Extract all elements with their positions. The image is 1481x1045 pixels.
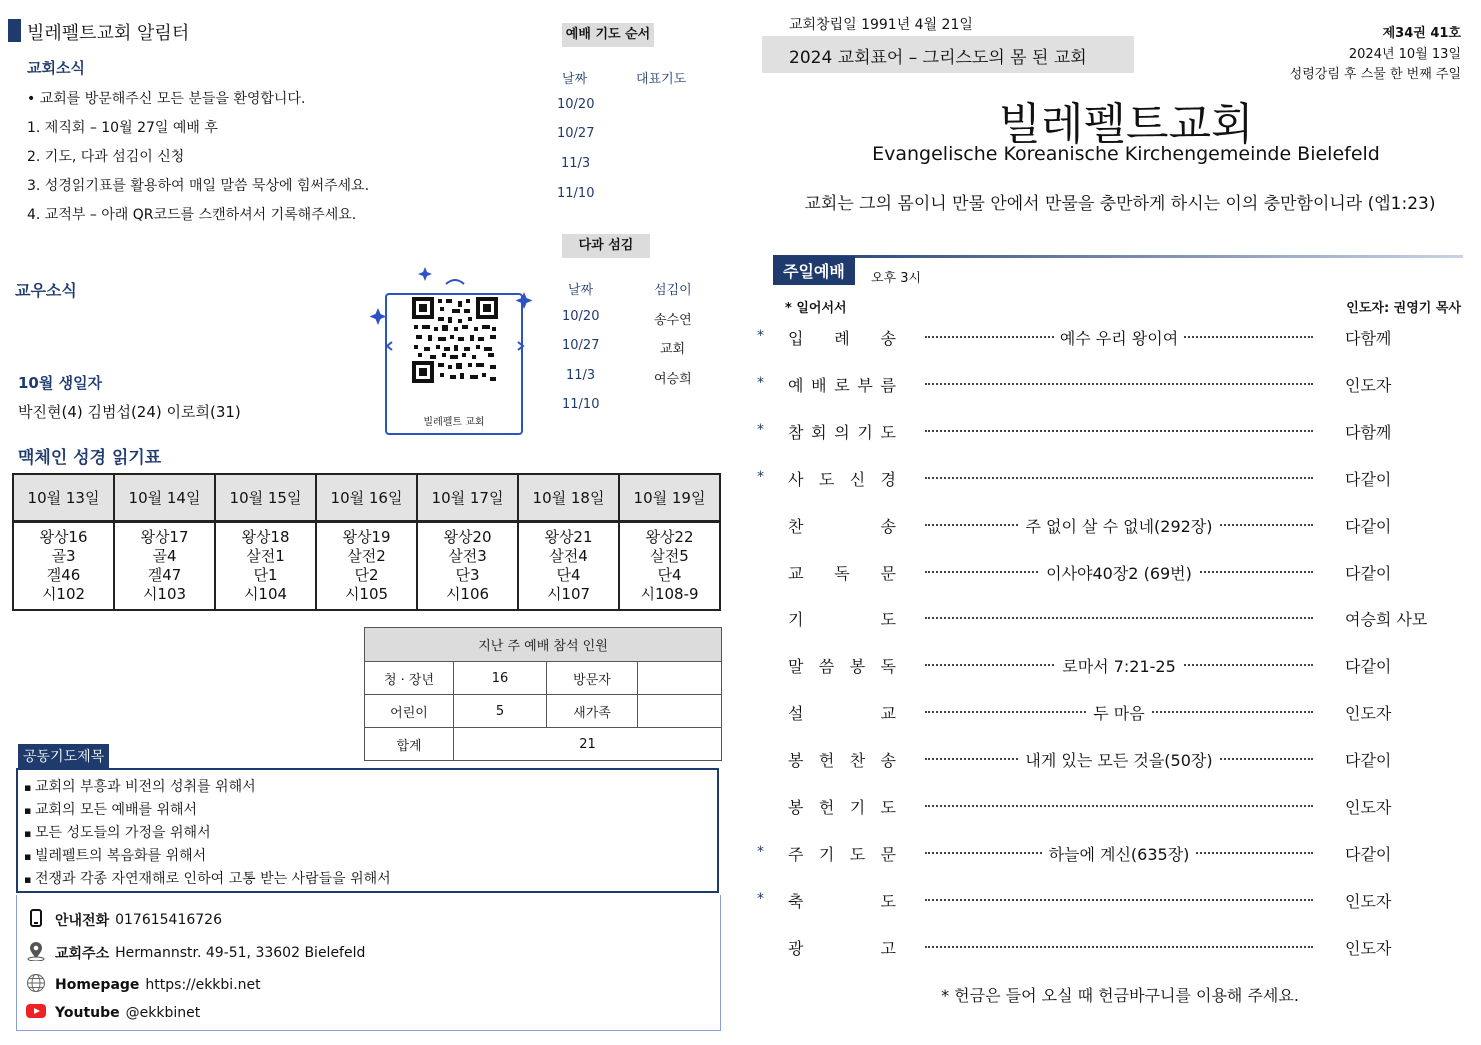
snacks-title: 다과 섬김	[562, 234, 650, 258]
theme-verse: 교회는 그의 몸이니 만물 안에서 만물을 충만하게 하시는 이의 충만함이니라 (엡1:23)	[804, 194, 1436, 214]
attendance-label: 합계	[365, 728, 454, 761]
table-row	[13, 522, 720, 611]
service-item	[757, 557, 1461, 587]
church-name: 빌레펠트교회	[998, 99, 1254, 150]
church-name-german: Evangelische Koreanische Kirchengemeinde Bielefeld	[872, 143, 1380, 165]
homepage-link[interactable]: https://ekkbi.net	[145, 977, 261, 993]
service-item-leader: 인도자	[1345, 938, 1392, 958]
service-item-name: 예 배 로 부 름	[788, 375, 896, 395]
attendance-total: 21	[454, 728, 722, 761]
reading-cell: 왕상16 골3 겔46 시102	[13, 522, 114, 611]
service-item-name: 사 도 신 경	[788, 469, 896, 489]
service-item	[757, 744, 1461, 774]
attendance-value: 16	[454, 662, 547, 695]
service-item-leader: 다같이	[1345, 563, 1392, 583]
service-item-leader: 여승희 사모	[1345, 610, 1428, 630]
issue-volume: 제34권 41호	[1382, 26, 1461, 41]
service-item-leader: 다같이	[1345, 516, 1392, 536]
youtube-label: Youtube	[55, 1005, 120, 1021]
birthday-names: 박진현(4) 김범섭(24) 이로희(31)	[18, 403, 241, 421]
address-label: 교회주소	[55, 946, 110, 962]
service-item-name: 설 교	[788, 704, 896, 724]
service-item-leader: 인도자	[1345, 375, 1392, 395]
attendance-value	[638, 662, 722, 695]
news-item: 4. 교적부 – 아래 QR코드를 스캔하셔서 기록해주세요.	[27, 207, 357, 223]
news-item: • 교회를 방문해주신 모든 분들을 환영합니다.	[27, 91, 306, 107]
issue-date: 2024년 10월 13일	[1348, 47, 1461, 62]
phone-icon	[25, 909, 47, 931]
standing-marker: *	[757, 890, 764, 907]
prayer-order-date: 11/3	[561, 156, 591, 171]
reading-day-header: 10월 17일	[417, 474, 518, 522]
members-news-heading: 교우소식	[15, 281, 77, 300]
snacks-col-date: 날짜	[568, 283, 594, 298]
snacks-person: 교회	[660, 342, 686, 357]
dotted-leader	[925, 805, 1313, 807]
service-item	[757, 697, 1461, 727]
service-item-content: 하늘에 계신(635장)	[925, 842, 1313, 865]
attendance-value: 5	[454, 695, 547, 728]
service-item-name: 찬 송	[788, 516, 896, 536]
news-item: 2. 기도, 다과 섬김이 신청	[27, 149, 185, 165]
reading-day-header: 10월 16일	[316, 474, 417, 522]
snacks-person: 여승희	[654, 372, 692, 387]
contact-homepage-row	[25, 973, 261, 997]
table-row	[365, 662, 722, 695]
service-item-name: 교 독 문	[788, 563, 896, 583]
phone-number[interactable]: 017615416726	[115, 912, 222, 928]
church-news-heading: 교회소식	[27, 59, 85, 77]
location-icon	[25, 941, 47, 965]
standing-note: * 일어서서	[785, 301, 847, 316]
table-row	[365, 695, 722, 728]
attendance-title: 지난 주 예배 참석 인원	[365, 628, 722, 662]
service-item	[757, 838, 1461, 868]
dotted-leader	[925, 946, 1313, 948]
service-item-content: 주 없이 살 수 없네(292장)	[925, 514, 1313, 537]
service-item	[757, 463, 1461, 493]
service-item	[757, 791, 1461, 821]
dotted-leader	[925, 617, 1313, 619]
reading-cell: 왕상20 살전3 단3 시106	[417, 522, 518, 611]
contact-youtube-row	[25, 1004, 200, 1022]
prayer-item: ▪ 교회의 부흥과 비전의 성취를 위해서	[24, 776, 717, 799]
prayer-topics-tab: 공동기도제목	[18, 744, 109, 768]
contact-box	[16, 895, 721, 1031]
service-item-name: 말 씀 봉 독	[788, 657, 896, 677]
snacks-date: 11/10	[562, 397, 600, 412]
prayer-item: ▪ 전쟁과 각종 자연재해로 인하여 고통 받는 사람들을 위해서	[24, 868, 717, 891]
attendance-label: 방문자	[547, 662, 638, 695]
founding-date: 교회창립일 1991년 4월 21일	[789, 17, 973, 33]
attendance-label: 어린이	[365, 695, 454, 728]
service-item	[757, 932, 1461, 962]
snacks-date: 10/20	[562, 309, 600, 324]
service-divider	[773, 255, 1463, 258]
offering-note: * 헌금은 들어 오실 때 헌금바구니를 이용해 주세요.	[941, 986, 1299, 1005]
dotted-leader	[925, 383, 1313, 385]
contact-phone-row	[25, 909, 222, 931]
standing-marker: *	[757, 843, 764, 860]
reading-plan-table	[12, 473, 721, 611]
service-item	[757, 322, 1461, 352]
reading-cell: 왕상21 살전4 단4 시107	[518, 522, 619, 611]
table-row	[365, 728, 722, 761]
reading-plan-heading: 맥체인 성경 읽기표	[18, 448, 162, 468]
standing-marker: *	[757, 421, 764, 438]
service-item-name: 기 도	[788, 610, 896, 630]
service-item	[757, 369, 1461, 399]
service-tab: 주일예배	[773, 256, 855, 285]
attendance-label: 청 · 장년	[365, 662, 454, 695]
service-item-content: 로마서 7:21-25	[925, 654, 1313, 677]
snacks-col-person: 섬김이	[654, 283, 692, 298]
service-item-name: 참 회 의 기 도	[788, 422, 896, 442]
prayer-order-col-person: 대표기도	[636, 72, 687, 87]
service-item	[757, 603, 1461, 633]
prayer-order-title: 예배 기도 순서	[562, 23, 654, 47]
annual-motto: 2024 교회표어 – 그리스도의 몸 된 교회	[789, 48, 1087, 68]
reading-cell: 왕상19 살전2 단2 시105	[316, 522, 417, 611]
liturgical-season: 성령강림 후 스물 한 번째 주일	[1289, 67, 1461, 82]
youtube-icon	[25, 1004, 47, 1022]
service-item-name: 입 례 송	[788, 329, 896, 348]
attendance-value	[638, 695, 722, 728]
qr-code-icon[interactable]	[412, 297, 498, 383]
service-item-name: 주 기 도 문	[788, 844, 896, 864]
youtube-handle[interactable]: @ekkbinet	[125, 1005, 201, 1021]
snacks-date: 10/27	[562, 338, 600, 353]
service-item-leader: 다함께	[1345, 329, 1392, 348]
service-time: 오후 3시	[871, 271, 922, 286]
service-item	[757, 510, 1461, 540]
service-item	[757, 885, 1461, 915]
dotted-leader	[925, 477, 1313, 479]
homepage-label: Homepage	[55, 977, 140, 993]
service-item-content: 두 마음	[925, 701, 1313, 724]
prayer-item: ▪ 모든 성도들의 가정을 위해서	[24, 822, 717, 845]
service-item-content: 이사야40장2 (69번)	[925, 561, 1313, 584]
reading-day-header: 10월 15일	[215, 474, 316, 522]
table-header-row	[13, 474, 720, 522]
news-item: 3. 성경읽기표를 활용하여 매일 말씀 묵상에 힘써주세요.	[27, 178, 370, 194]
dotted-leader	[925, 899, 1313, 901]
prayer-item: ▪ 교회의 모든 예배를 위해서	[24, 799, 717, 822]
globe-icon	[25, 973, 47, 997]
snacks-date: 11/3	[566, 368, 596, 383]
service-item-content: 내게 있는 모든 것을(50장)	[925, 748, 1313, 771]
service-item-name: 축 도	[788, 891, 896, 911]
phone-label: 안내전화	[55, 913, 110, 929]
reading-day-header: 10월 14일	[114, 474, 215, 522]
birthday-heading: 10월 생일자	[18, 374, 103, 392]
prayer-topics-box	[16, 768, 719, 893]
service-item	[757, 650, 1461, 680]
snacks-person: 송수연	[654, 313, 692, 328]
service-item-leader: 다같이	[1345, 657, 1392, 677]
qr-label: 빌레펠트 교회	[423, 417, 485, 428]
prayer-item: ▪ 빌레펠트의 복음화를 위해서	[24, 845, 717, 868]
service-item-leader: 인도자	[1345, 891, 1392, 911]
service-item-leader: 다함께	[1345, 422, 1392, 442]
service-item-name: 봉 헌 찬 송	[788, 751, 896, 771]
service-item-content: 예수 우리 왕이여	[925, 326, 1313, 349]
standing-marker: *	[757, 468, 764, 485]
address-text: Hermannstr. 49-51, 33602 Bielefeld	[115, 945, 366, 961]
service-item	[757, 416, 1461, 446]
attendance-label: 새가족	[547, 695, 638, 728]
reading-day-header: 10월 13일	[13, 474, 114, 522]
service-item-leader: 다같이	[1345, 844, 1392, 864]
prayer-order-date: 10/20	[557, 97, 595, 112]
service-item-leader: 인도자	[1345, 704, 1392, 724]
reading-cell: 왕상22 살전5 단4 시108-9	[619, 522, 720, 611]
service-item-leader: 인도자	[1345, 798, 1392, 817]
news-item: 1. 제직회 – 10월 27일 예배 후	[27, 120, 218, 136]
standing-marker: *	[757, 374, 764, 391]
service-leader: 인도자: 권영기 목사	[1346, 301, 1461, 316]
reading-day-header: 10월 18일	[518, 474, 619, 522]
title-accent-bar	[8, 19, 21, 42]
prayer-order-date: 11/10	[557, 186, 595, 201]
reading-cell: 왕상18 살전1 단1 시104	[215, 522, 316, 611]
church-news-list	[27, 85, 369, 230]
attendance-table	[364, 627, 722, 761]
service-item-name: 봉 헌 기 도	[788, 798, 896, 817]
dotted-leader	[925, 430, 1313, 432]
bulletin-board-title: 빌레펠트교회 알림터	[27, 23, 190, 44]
service-item-leader: 다같이	[1345, 469, 1392, 489]
service-item-leader: 다같이	[1345, 751, 1392, 771]
standing-marker: *	[757, 328, 764, 344]
prayer-order-col-date: 날짜	[562, 72, 588, 87]
reading-day-header: 10월 19일	[619, 474, 720, 522]
contact-address-row	[25, 941, 365, 965]
service-item-name: 광 고	[788, 938, 896, 958]
reading-cell: 왕상17 골4 겔47 시103	[114, 522, 215, 611]
prayer-order-date: 10/27	[557, 126, 595, 141]
